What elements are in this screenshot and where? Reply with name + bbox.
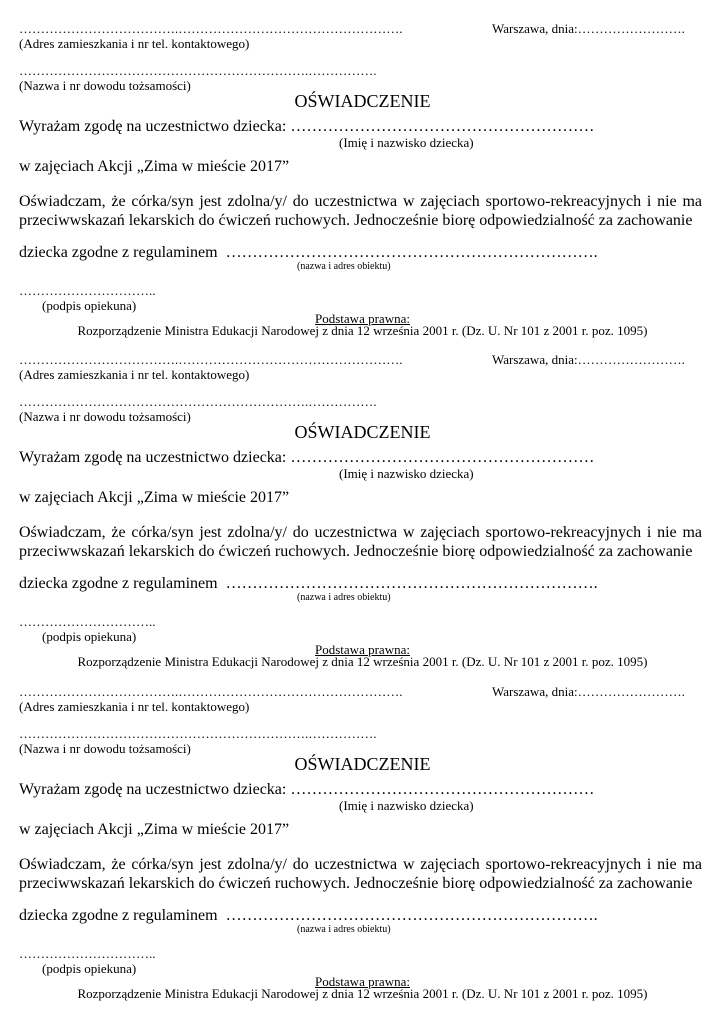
- name-label: (Nazwa i nr dowodu tożsamości): [19, 78, 191, 93]
- consent-text: Wyrażam zgodę na uczestnictwo dziecka: …………………………………………………: [19, 781, 595, 798]
- name-line: ………………………………………………………….…………….: [19, 63, 377, 78]
- legal-basis-text: Rozporządzenie Ministra Edukacji Narodowej z dnia 12 września 2001 r. (Dz. U. Nr 101 z 2001 r. poz. 1095): [77, 986, 648, 1001]
- signature-line: …………………………..: [19, 946, 156, 961]
- address-line: ……………………………….…………………………………………….: [19, 352, 403, 367]
- city-date: Warszawa, dnia:…………………….: [492, 684, 685, 699]
- signature-label: (podpis opiekuna): [42, 629, 137, 644]
- address-label: (Adres zamieszkania i nr tel. kontaktowego): [19, 699, 250, 714]
- name-line: ………………………………………………………….…………….: [19, 726, 377, 741]
- address-label: (Adres zamieszkania i nr tel. kontaktowego): [19, 367, 250, 382]
- action-text: w zajęciach Akcji „Zima w mieście 2017”: [19, 489, 290, 506]
- address-label: (Adres zamieszkania i nr tel. kontaktowego): [19, 36, 250, 51]
- signature-line: …………………………..: [19, 283, 156, 298]
- city-date: Warszawa, dnia:…………………….: [492, 352, 685, 367]
- name-line: ………………………………………………………….…………….: [19, 394, 377, 409]
- signature-label: (podpis opiekuna): [42, 961, 137, 976]
- declaration-form-3: [0, 663, 725, 1001]
- statement-line-2: przeciwwskazań lekarskich do ćwiczeń ruchowych. Jednocześnie biorę odpowiedzialność za zachowanie: [19, 543, 693, 560]
- action-text: w zajęciach Akcji „Zima w mieście 2017”: [19, 158, 290, 175]
- statement-line-1: Oświadczam, że córka/syn jest zdolna/y/ do uczestnictwa w zajęciach sportowo-rekreacyjnych i nie ma: [19, 856, 702, 873]
- behavior-text: dziecka zgodne z regulaminem …………………………………………………………….: [19, 244, 598, 261]
- consent-text: Wyrażam zgodę na uczestnictwo dziecka: …………………………………………………: [19, 449, 595, 466]
- document-title: OŚWIADCZENIE: [294, 91, 431, 111]
- statement-line-1: Oświadczam, że córka/syn jest zdolna/y/ do uczestnictwa w zajęciach sportowo-rekreacyjnych i nie ma: [19, 524, 702, 541]
- declaration-form-1: [0, 0, 725, 338]
- name-label: (Nazwa i nr dowodu tożsamości): [19, 409, 191, 424]
- venue-label: (nazwa i adres obiektu): [297, 261, 391, 272]
- legal-basis-text: Rozporządzenie Ministra Edukacji Narodowej z dnia 12 września 2001 r. (Dz. U. Nr 101 z 2001 r. poz. 1095): [77, 323, 648, 338]
- statement-line-1: Oświadczam, że córka/syn jest zdolna/y/ do uczestnictwa w zajęciach sportowo-rekreacyjnych i nie ma: [19, 193, 702, 210]
- child-name-label: (Imię i nazwisko dziecka): [339, 135, 474, 150]
- address-line: ……………………………….…………………………………………….: [19, 684, 403, 699]
- legal-basis-title: Podstawa prawna:: [315, 642, 410, 657]
- behavior-text: dziecka zgodne z regulaminem …………………………………………………………….: [19, 575, 598, 592]
- venue-label: (nazwa i adres obiektu): [297, 924, 391, 935]
- document-title: OŚWIADCZENIE: [294, 422, 431, 442]
- child-name-label: (Imię i nazwisko dziecka): [339, 466, 474, 481]
- consent-text: Wyrażam zgodę na uczestnictwo dziecka: …………………………………………………: [19, 118, 595, 135]
- signature-line: …………………………..: [19, 614, 156, 629]
- name-label: (Nazwa i nr dowodu tożsamości): [19, 741, 191, 756]
- signature-label: (podpis opiekuna): [42, 298, 137, 313]
- behavior-text: dziecka zgodne z regulaminem …………………………………………………………….: [19, 907, 598, 924]
- address-line: ……………………………….…………………………………………….: [19, 21, 403, 36]
- action-text: w zajęciach Akcji „Zima w mieście 2017”: [19, 821, 290, 838]
- venue-label: (nazwa i adres obiektu): [297, 592, 391, 603]
- legal-basis-text: Rozporządzenie Ministra Edukacji Narodowej z dnia 12 września 2001 r. (Dz. U. Nr 101 z 2001 r. poz. 1095): [77, 654, 648, 669]
- city-date: Warszawa, dnia:…………………….: [492, 21, 685, 36]
- child-name-label: (Imię i nazwisko dziecka): [339, 798, 474, 813]
- declaration-form-2: [0, 331, 725, 669]
- legal-basis-title: Podstawa prawna:: [315, 311, 410, 326]
- statement-line-2: przeciwwskazań lekarskich do ćwiczeń ruchowych. Jednocześnie biorę odpowiedzialność za zachowanie: [19, 875, 693, 892]
- legal-basis-title: Podstawa prawna:: [315, 974, 410, 989]
- statement-line-2: przeciwwskazań lekarskich do ćwiczeń ruchowych. Jednocześnie biorę odpowiedzialność za zachowanie: [19, 212, 693, 229]
- document-title: OŚWIADCZENIE: [294, 754, 431, 774]
